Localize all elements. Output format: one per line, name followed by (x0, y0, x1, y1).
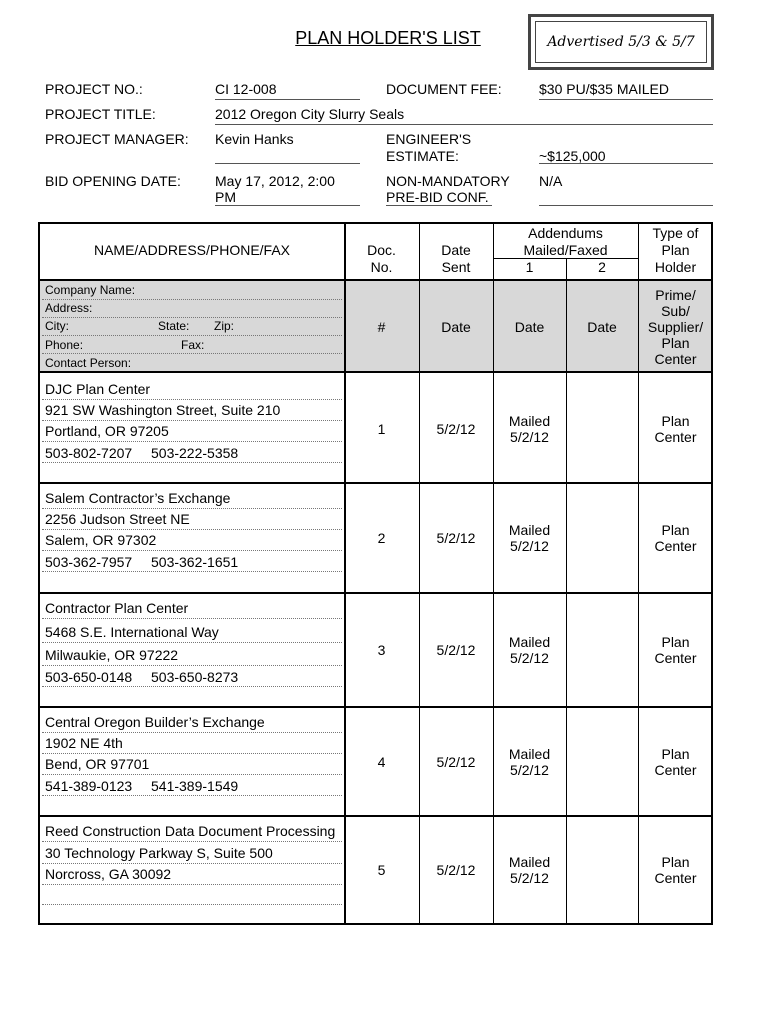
row-type-line-1: Plan (661, 522, 690, 538)
header-doc-2: No. (370, 259, 393, 275)
template-zip-label: Zip: (214, 319, 235, 333)
template-type-5: Center (654, 351, 697, 367)
template-state-label: State: (158, 319, 190, 333)
template-type-2: Sub/ (661, 303, 690, 319)
header-bottom-line (40, 279, 711, 281)
row-addendum-1-line-1: Mailed (508, 854, 551, 870)
row-address: 30 Technology Parkway S, Suite 500 (45, 845, 273, 861)
document-fee-label: DOCUMENT FEE: (386, 81, 502, 97)
row-doc-no: 2 (377, 530, 386, 546)
dotted-line (42, 884, 342, 885)
project-no-value: CI 12-008 (215, 81, 360, 100)
page-title: PLAN HOLDER'S LIST (295, 28, 481, 48)
row-fax: 541-389-1549 (151, 778, 239, 794)
template-type-1: Prime/ (655, 287, 696, 303)
header-addendum-1: 1 (525, 259, 534, 275)
template-phone-label: Phone: (45, 338, 84, 352)
dotted-line (42, 618, 342, 619)
template-city-label: City: (45, 319, 69, 333)
row-divider (40, 815, 711, 817)
dotted-line (42, 441, 342, 442)
row-date-sent: 5/2/12 (436, 754, 476, 770)
dotted-line (42, 335, 342, 336)
row-company-name: DJC Plan Center (45, 381, 151, 397)
row-type-line-2: Center (654, 538, 697, 554)
row-company-name: Reed Construction Data Document Processing (45, 823, 336, 839)
prebid-label-2: PRE-BID CONF. (386, 189, 492, 206)
dotted-line (42, 353, 342, 354)
row-addendum-1-line-2: 5/2/12 (510, 650, 549, 666)
dotted-line (42, 399, 342, 400)
row-address: 921 SW Washington Street, Suite 210 (45, 402, 281, 418)
header-addendum-2: 2 (598, 259, 606, 275)
row-company-name: Salem Contractor’s Exchange (45, 490, 231, 506)
row-city: Portland, OR 97205 (45, 423, 169, 439)
project-title-label: PROJECT TITLE: (45, 106, 156, 122)
row-address: 1902 NE 4th (45, 735, 123, 751)
template-addendum-2: Date (587, 319, 617, 335)
dotted-line (42, 317, 342, 318)
template-addendum-1: Date (514, 319, 545, 335)
row-type-line-1: Plan (661, 746, 690, 762)
row-phone: 503-362-7957 (45, 554, 133, 570)
row-fax: 503-362-1651 (151, 554, 239, 570)
row-addendum-1-line-1: Mailed (508, 413, 551, 429)
engineer-estimate-label-2: ESTIMATE: (386, 148, 459, 164)
row-addendum-1-line-1: Mailed (508, 522, 551, 538)
dotted-line (42, 774, 342, 775)
row-doc-no: 5 (377, 862, 386, 878)
row-type-line-2: Center (654, 870, 697, 886)
template-address-label: Address: (45, 301, 93, 315)
row-phone: 503-802-7207 (45, 445, 133, 461)
row-addendum-1-line-2: 5/2/12 (510, 762, 549, 778)
project-title-value: 2012 Oregon City Slurry Seals (215, 106, 713, 125)
dotted-line (42, 529, 342, 530)
row-company-name: Contractor Plan Center (45, 600, 189, 616)
row-addendum-1-line-1: Mailed (508, 746, 551, 762)
dotted-line (42, 795, 342, 796)
advertised-stamp (528, 14, 714, 70)
dotted-line (42, 420, 342, 421)
dotted-line (42, 642, 342, 643)
document-fee-value: $30 PU/$35 MAILED (539, 81, 713, 100)
header-addenda-1: Addendums (528, 225, 603, 241)
dotted-line (42, 753, 342, 754)
project-manager-value: Kevin Hanks (215, 131, 360, 164)
row-divider (40, 592, 711, 594)
bid-opening-label: BID OPENING DATE: (45, 173, 181, 189)
bid-opening-value-1: May 17, 2012, 2:00 (215, 173, 335, 189)
header-type-2: Plan (661, 242, 690, 258)
row-divider (40, 706, 711, 708)
row-city: Milwaukie, OR 97222 (45, 647, 179, 663)
row-type-line-1: Plan (661, 854, 690, 870)
dotted-line (42, 904, 342, 905)
project-no-label: PROJECT NO.: (45, 81, 143, 97)
row-addendum-1-line-1: Mailed (508, 634, 551, 650)
row-divider (40, 482, 711, 484)
row-addendum-1-line-2: 5/2/12 (510, 538, 549, 554)
dotted-line (42, 665, 342, 666)
row-type-line-1: Plan (661, 634, 690, 650)
header-addenda-2: Mailed/Faxed (523, 242, 608, 258)
row-company-name: Central Oregon Builder’s Exchange (45, 714, 265, 730)
row-date-sent: 5/2/12 (436, 862, 476, 878)
header-type-1: Type of (652, 225, 699, 241)
row-phone: 541-389-0123 (45, 778, 133, 794)
template-type-3: Supplier/ (647, 319, 704, 335)
row-type-line-2: Center (654, 762, 697, 778)
prebid-value: N/A (539, 173, 713, 206)
row-phone: 503-650-0148 (45, 669, 133, 685)
dotted-line (42, 299, 342, 300)
row-city: Salem, OR 97302 (45, 532, 157, 548)
row-type-line-1: Plan (661, 413, 690, 429)
template-type-4: Plan (661, 335, 690, 351)
row-fax: 503-222-5358 (151, 445, 239, 461)
row-doc-no: 1 (377, 421, 386, 437)
row-divider (40, 371, 711, 373)
dotted-line (42, 732, 342, 733)
row-doc-no: 3 (377, 642, 386, 658)
template-doc: # (377, 319, 386, 335)
row-date-sent: 5/2/12 (436, 642, 476, 658)
dotted-line (42, 462, 342, 463)
row-doc-no: 4 (377, 754, 386, 770)
row-city: Bend, OR 97701 (45, 756, 150, 772)
row-city: Norcross, GA 30092 (45, 866, 172, 882)
dotted-line (42, 841, 342, 842)
row-date-sent: 5/2/12 (436, 421, 476, 437)
template-date: Date (441, 319, 471, 335)
template-contact-label: Contact Person: (45, 356, 132, 370)
template-company-label: Company Name: (45, 283, 136, 297)
row-fax: 503-650-8273 (151, 669, 239, 685)
template-fax-label: Fax: (181, 338, 205, 352)
dotted-line (42, 863, 342, 864)
row-address: 5468 S.E. International Way (45, 624, 219, 640)
dotted-line (42, 508, 342, 509)
col-divider (566, 258, 567, 923)
dotted-line (42, 571, 342, 572)
row-date-sent: 5/2/12 (436, 530, 476, 546)
row-addendum-1-line-2: 5/2/12 (510, 870, 549, 886)
row-address: 2256 Judson Street NE (45, 511, 190, 527)
dotted-line (42, 550, 342, 551)
engineer-estimate-label-1: ENGINEER'S (386, 131, 472, 147)
header-type-3: Holder (654, 259, 697, 275)
row-addendum-1-line-2: 5/2/12 (510, 429, 549, 445)
header-date-2: Sent (441, 259, 471, 275)
header-date-1: Date (441, 242, 471, 258)
header-name: NAME/ADDRESS/PHONE/FAX (93, 242, 291, 258)
prebid-label-1: NON-MANDATORY (386, 173, 510, 189)
row-type-line-2: Center (654, 429, 697, 445)
advertised-stamp-text: Advertised 5/3 & 5/7 (535, 21, 707, 63)
bid-opening-value-2: PM (215, 189, 360, 206)
dotted-line (42, 686, 342, 687)
header-doc-1: Doc. (367, 242, 396, 258)
row-type-line-2: Center (654, 650, 697, 666)
project-manager-label: PROJECT MANAGER: (45, 131, 189, 147)
engineer-estimate-value: ~$125,000 (539, 148, 713, 164)
